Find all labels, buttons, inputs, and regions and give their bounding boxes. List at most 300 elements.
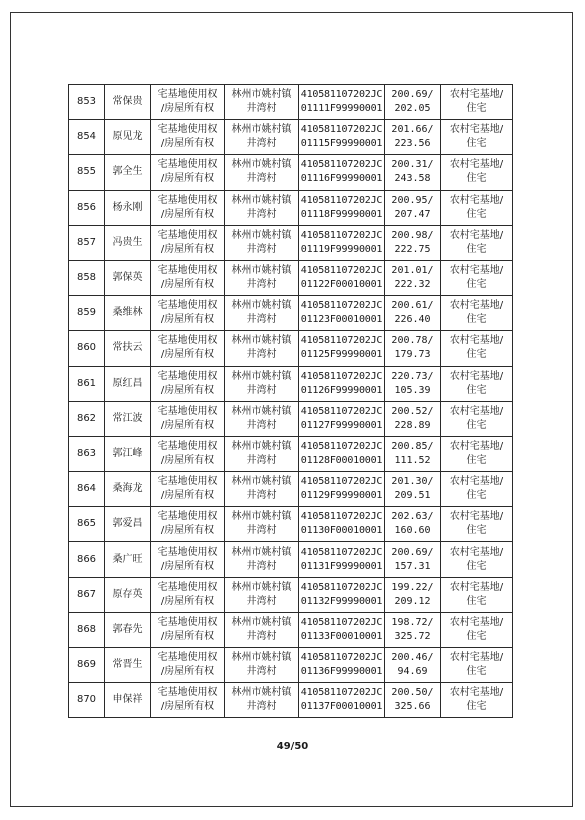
cell-name-text: 常江波	[112, 412, 143, 424]
cell-location-text: 井湾村	[246, 103, 277, 115]
cell-number	[69, 472, 105, 507]
cell-code-text: 410581107202JC	[300, 300, 383, 312]
table-row	[69, 507, 513, 542]
cell-land-use	[441, 507, 513, 542]
cell-right-type-text: /房屋所有权	[160, 630, 215, 642]
cell-right-type-text: /房屋所有权	[160, 595, 215, 607]
cell-name	[105, 472, 151, 507]
cell-location-text: 林州市姚村镇	[231, 616, 292, 628]
cell-number-text: 859	[76, 307, 97, 319]
cell-code	[299, 120, 385, 155]
cell-location-text: 井湾村	[246, 314, 277, 326]
cell-right-type-text: 宅基地使用权	[157, 405, 218, 417]
cell-area	[385, 155, 441, 190]
cell-right-type-text: /房屋所有权	[160, 103, 215, 115]
cell-land-use	[441, 85, 513, 120]
cell-right-type	[151, 436, 225, 471]
cell-land-use-text: 农村宅基地/	[449, 616, 504, 628]
cell-code-text: 410581107202JC	[300, 265, 383, 277]
cell-name-text: 桑海龙	[112, 483, 143, 495]
cell-land-use-text: 农村宅基地/	[449, 546, 504, 558]
cell-right-type-text: /房屋所有权	[160, 525, 215, 537]
cell-code-text: 410581107202JC	[300, 335, 383, 347]
cell-location-text: 井湾村	[246, 419, 277, 431]
cell-location-text: 林州市姚村镇	[231, 546, 292, 558]
cell-right-type-text: /房屋所有权	[160, 173, 215, 185]
cell-area	[385, 225, 441, 260]
cell-number-text: 866	[76, 553, 97, 565]
cell-area-text: 200.78/	[391, 335, 434, 347]
cell-location-text: 林州市姚村镇	[231, 89, 292, 101]
cell-area-text: 199.22/	[391, 581, 434, 593]
cell-name	[105, 436, 151, 471]
cell-area-text: 201.66/	[391, 124, 434, 136]
table-body	[69, 85, 513, 718]
cell-code-text: 01111F99990001	[300, 103, 383, 115]
cell-code	[299, 436, 385, 471]
cell-area-text: 325.66	[394, 701, 431, 713]
cell-name	[105, 507, 151, 542]
cell-right-type-text: /房屋所有权	[160, 666, 215, 678]
cell-right-type	[151, 296, 225, 331]
cell-location	[225, 683, 299, 718]
cell-land-use-text: 住宅	[466, 349, 487, 361]
cell-land-use-text: 住宅	[466, 454, 487, 466]
cell-name-text: 郭爱昌	[112, 518, 143, 530]
cell-land-use-text: 农村宅基地/	[449, 124, 504, 136]
cell-location-text: 井湾村	[246, 243, 277, 255]
cell-location	[225, 225, 299, 260]
cell-land-use-text: 住宅	[466, 595, 487, 607]
cell-land-use-text: 住宅	[466, 208, 487, 220]
cell-number	[69, 648, 105, 683]
cell-area	[385, 542, 441, 577]
table-row	[69, 225, 513, 260]
cell-code-text: 410581107202JC	[300, 616, 383, 628]
cell-land-use-text: 农村宅基地/	[449, 652, 504, 664]
cell-area	[385, 366, 441, 401]
cell-land-use-text: 农村宅基地/	[449, 265, 504, 277]
cell-land-use-text: 农村宅基地/	[449, 194, 504, 206]
cell-code	[299, 577, 385, 612]
cell-land-use	[441, 296, 513, 331]
cell-land-use	[441, 155, 513, 190]
cell-number	[69, 85, 105, 120]
cell-name-text: 桑维林	[112, 307, 143, 319]
cell-number-text: 865	[76, 518, 97, 530]
cell-area-text: 200.69/	[391, 89, 434, 101]
cell-right-type-text: /房屋所有权	[160, 490, 215, 502]
cell-location-text: 林州市姚村镇	[231, 687, 292, 699]
cell-area	[385, 507, 441, 542]
cell-area-text: 160.60	[394, 525, 431, 537]
cell-location-text: 井湾村	[246, 349, 277, 361]
cell-right-type-text: 宅基地使用权	[157, 194, 218, 206]
cell-right-type-text: 宅基地使用权	[157, 440, 218, 452]
cell-right-type-text: 宅基地使用权	[157, 159, 218, 171]
cell-code-text: 410581107202JC	[300, 440, 383, 452]
property-records-table	[68, 84, 513, 718]
cell-location-text: 林州市姚村镇	[231, 652, 292, 664]
cell-code	[299, 190, 385, 225]
cell-right-type	[151, 542, 225, 577]
cell-number	[69, 225, 105, 260]
cell-land-use-text: 住宅	[466, 490, 487, 502]
cell-area-text: 200.95/	[391, 194, 434, 206]
cell-land-use-text: 农村宅基地/	[449, 476, 504, 488]
table-row	[69, 401, 513, 436]
table-row	[69, 155, 513, 190]
cell-right-type-text: /房屋所有权	[160, 419, 215, 431]
cell-land-use	[441, 577, 513, 612]
cell-area-text: 222.32	[394, 279, 431, 291]
cell-name-text: 常晋生	[112, 659, 143, 671]
cell-area-text: 200.50/	[391, 687, 434, 699]
cell-area	[385, 648, 441, 683]
cell-location-text: 井湾村	[246, 525, 277, 537]
cell-location	[225, 366, 299, 401]
cell-location	[225, 120, 299, 155]
cell-location	[225, 260, 299, 295]
cell-area	[385, 577, 441, 612]
cell-right-type	[151, 155, 225, 190]
cell-area-text: 209.51	[394, 490, 431, 502]
cell-right-type-text: 宅基地使用权	[157, 89, 218, 101]
cell-number-text: 853	[76, 96, 97, 108]
cell-code-text: 01123F00010001	[300, 314, 383, 326]
cell-number	[69, 401, 105, 436]
cell-land-use-text: 农村宅基地/	[449, 405, 504, 417]
cell-land-use-text: 住宅	[466, 279, 487, 291]
cell-location-text: 林州市姚村镇	[231, 265, 292, 277]
cell-area-text: 200.61/	[391, 300, 434, 312]
cell-area	[385, 472, 441, 507]
cell-land-use-text: 住宅	[466, 666, 487, 678]
cell-area-text: 228.89	[394, 419, 431, 431]
cell-area-text: 157.31	[394, 560, 431, 572]
cell-area-text: 202.05	[394, 103, 431, 115]
cell-number	[69, 260, 105, 295]
total-pages: 50	[294, 741, 309, 752]
cell-area-text: 111.52	[394, 454, 431, 466]
cell-number	[69, 683, 105, 718]
cell-location-text: 井湾村	[246, 701, 277, 713]
cell-name	[105, 612, 151, 647]
cell-land-use-text: 住宅	[466, 419, 487, 431]
cell-location-text: 林州市姚村镇	[231, 335, 292, 347]
cell-code-text: 01128F00010001	[300, 454, 383, 466]
cell-name	[105, 331, 151, 366]
cell-name-text: 郭保英	[112, 272, 143, 284]
cell-area-text: 200.85/	[391, 440, 434, 452]
cell-number	[69, 436, 105, 471]
cell-name-text: 杨永刚	[112, 201, 143, 213]
cell-name	[105, 366, 151, 401]
cell-location-text: 林州市姚村镇	[231, 476, 292, 488]
table-row	[69, 296, 513, 331]
cell-area-text: 325.72	[394, 630, 431, 642]
cell-code-text: 410581107202JC	[300, 511, 383, 523]
cell-land-use-text: 住宅	[466, 701, 487, 713]
cell-number	[69, 190, 105, 225]
cell-right-type-text: /房屋所有权	[160, 208, 215, 220]
cell-number-text: 856	[76, 201, 97, 213]
cell-land-use-text: 农村宅基地/	[449, 511, 504, 523]
cell-code	[299, 542, 385, 577]
cell-code-text: 01125F99990001	[300, 349, 383, 361]
cell-area-text: 200.31/	[391, 159, 434, 171]
cell-right-type	[151, 472, 225, 507]
cell-location	[225, 85, 299, 120]
cell-right-type-text: /房屋所有权	[160, 314, 215, 326]
cell-right-type-text: 宅基地使用权	[157, 265, 218, 277]
cell-area	[385, 331, 441, 366]
cell-land-use	[441, 472, 513, 507]
cell-code-text: 410581107202JC	[300, 405, 383, 417]
cell-right-type-text: /房屋所有权	[160, 384, 215, 396]
cell-land-use	[441, 683, 513, 718]
cell-name-text: 郭全生	[112, 166, 143, 178]
cell-number-text: 863	[76, 447, 97, 459]
cell-land-use	[441, 542, 513, 577]
cell-area-text: 179.73	[394, 349, 431, 361]
cell-right-type-text: /房屋所有权	[160, 243, 215, 255]
cell-right-type-text: /房屋所有权	[160, 454, 215, 466]
cell-location	[225, 542, 299, 577]
cell-location-text: 井湾村	[246, 454, 277, 466]
cell-area-text: 201.30/	[391, 476, 434, 488]
cell-area-text: 105.39	[394, 384, 431, 396]
cell-right-type	[151, 366, 225, 401]
cell-number	[69, 542, 105, 577]
cell-land-use-text: 农村宅基地/	[449, 229, 504, 241]
cell-area	[385, 296, 441, 331]
cell-area	[385, 85, 441, 120]
cell-area	[385, 120, 441, 155]
cell-location	[225, 190, 299, 225]
cell-land-use-text: 农村宅基地/	[449, 440, 504, 452]
cell-land-use	[441, 401, 513, 436]
cell-right-type-text: 宅基地使用权	[157, 652, 218, 664]
cell-right-type-text: /房屋所有权	[160, 560, 215, 572]
cell-right-type-text: 宅基地使用权	[157, 616, 218, 628]
cell-area	[385, 260, 441, 295]
cell-code-text: 01116F99990001	[300, 173, 383, 185]
cell-area-text: 201.01/	[391, 265, 434, 277]
cell-name	[105, 648, 151, 683]
cell-name	[105, 85, 151, 120]
cell-right-type-text: 宅基地使用权	[157, 229, 218, 241]
cell-right-type	[151, 648, 225, 683]
cell-land-use	[441, 612, 513, 647]
cell-area-text: 94.69	[397, 666, 428, 678]
cell-right-type-text: /房屋所有权	[160, 349, 215, 361]
cell-code	[299, 331, 385, 366]
cell-land-use-text: 农村宅基地/	[449, 159, 504, 171]
cell-code	[299, 366, 385, 401]
table-row	[69, 190, 513, 225]
cell-land-use-text: 住宅	[466, 384, 487, 396]
cell-location-text: 林州市姚村镇	[231, 194, 292, 206]
cell-right-type	[151, 577, 225, 612]
cell-land-use-text: 住宅	[466, 525, 487, 537]
table-row	[69, 331, 513, 366]
cell-code	[299, 648, 385, 683]
cell-land-use-text: 农村宅基地/	[449, 581, 504, 593]
cell-code-text: 410581107202JC	[300, 546, 383, 558]
cell-location-text: 林州市姚村镇	[231, 370, 292, 382]
cell-number-text: 854	[76, 131, 97, 143]
cell-code-text: 410581107202JC	[300, 124, 383, 136]
cell-code-text: 01136F99990001	[300, 666, 383, 678]
cell-area	[385, 683, 441, 718]
cell-code	[299, 612, 385, 647]
cell-code-text: 01127F99990001	[300, 419, 383, 431]
cell-number-text: 864	[76, 483, 97, 495]
cell-area	[385, 190, 441, 225]
cell-location-text: 林州市姚村镇	[231, 229, 292, 241]
cell-name-text: 原存英	[112, 588, 143, 600]
cell-number-text: 868	[76, 623, 97, 635]
cell-name-text: 郭春先	[112, 623, 143, 635]
cell-location-text: 林州市姚村镇	[231, 511, 292, 523]
cell-land-use-text: 住宅	[466, 103, 487, 115]
cell-right-type	[151, 507, 225, 542]
cell-number-text: 858	[76, 272, 97, 284]
cell-land-use	[441, 366, 513, 401]
cell-right-type	[151, 612, 225, 647]
table-row	[69, 542, 513, 577]
cell-location-text: 井湾村	[246, 173, 277, 185]
cell-land-use	[441, 225, 513, 260]
cell-location-text: 林州市姚村镇	[231, 440, 292, 452]
cell-number	[69, 296, 105, 331]
cell-name-text: 常扶云	[112, 342, 143, 354]
cell-code-text: 410581107202JC	[300, 652, 383, 664]
table-row	[69, 648, 513, 683]
cell-name-text: 郭江峰	[112, 447, 143, 459]
cell-location-text: 井湾村	[246, 490, 277, 502]
cell-number	[69, 331, 105, 366]
cell-right-type-text: /房屋所有权	[160, 138, 215, 150]
cell-name	[105, 683, 151, 718]
cell-land-use-text: 住宅	[466, 314, 487, 326]
cell-land-use	[441, 436, 513, 471]
cell-area-text: 243.58	[394, 173, 431, 185]
cell-land-use	[441, 331, 513, 366]
cell-code-text: 01115F99990001	[300, 138, 383, 150]
cell-area-text: 209.12	[394, 595, 431, 607]
cell-number	[69, 366, 105, 401]
cell-number-text: 869	[76, 659, 97, 671]
cell-code-text: 410581107202JC	[300, 159, 383, 171]
cell-name	[105, 190, 151, 225]
cell-area-text: 200.69/	[391, 546, 434, 558]
cell-number	[69, 507, 105, 542]
cell-location-text: 井湾村	[246, 595, 277, 607]
cell-right-type-text: /房屋所有权	[160, 279, 215, 291]
cell-right-type-text: 宅基地使用权	[157, 124, 218, 136]
cell-land-use-text: 住宅	[466, 560, 487, 572]
cell-code	[299, 507, 385, 542]
cell-land-use-text: 住宅	[466, 630, 487, 642]
cell-location	[225, 401, 299, 436]
cell-land-use-text: 住宅	[466, 243, 487, 255]
current-page: 49	[276, 741, 291, 752]
cell-location	[225, 436, 299, 471]
cell-location	[225, 507, 299, 542]
cell-name	[105, 120, 151, 155]
cell-area-text: 207.47	[394, 208, 431, 220]
table-row	[69, 612, 513, 647]
cell-right-type-text: 宅基地使用权	[157, 511, 218, 523]
cell-code	[299, 296, 385, 331]
cell-code-text: 01132F99990001	[300, 595, 383, 607]
cell-location-text: 井湾村	[246, 279, 277, 291]
cell-land-use-text: 住宅	[466, 138, 487, 150]
cell-land-use-text: 农村宅基地/	[449, 370, 504, 382]
cell-name-text: 原红昌	[112, 377, 143, 389]
cell-code	[299, 85, 385, 120]
cell-location-text: 井湾村	[246, 138, 277, 150]
cell-name	[105, 577, 151, 612]
cell-number-text: 870	[76, 694, 97, 706]
cell-code-text: 01126F99990001	[300, 384, 383, 396]
cell-area	[385, 436, 441, 471]
cell-code-text: 01122F00010001	[300, 279, 383, 291]
cell-number-text: 860	[76, 342, 97, 354]
cell-location	[225, 472, 299, 507]
cell-area-text: 226.40	[394, 314, 431, 326]
cell-area-text: 200.46/	[391, 652, 434, 664]
cell-location-text: 林州市姚村镇	[231, 405, 292, 417]
cell-name-text: 桑广旺	[112, 553, 143, 565]
cell-name	[105, 260, 151, 295]
cell-code-text: 410581107202JC	[300, 194, 383, 206]
table-row	[69, 683, 513, 718]
cell-code-text: 01118F99990001	[300, 208, 383, 220]
cell-code-text: 410581107202JC	[300, 229, 383, 241]
cell-right-type-text: 宅基地使用权	[157, 335, 218, 347]
cell-location	[225, 648, 299, 683]
cell-land-use	[441, 260, 513, 295]
cell-right-type	[151, 260, 225, 295]
cell-location	[225, 612, 299, 647]
cell-right-type-text: 宅基地使用权	[157, 687, 218, 699]
cell-code-text: 410581107202JC	[300, 89, 383, 101]
cell-code-text: 01129F99990001	[300, 490, 383, 502]
cell-location-text: 林州市姚村镇	[231, 581, 292, 593]
cell-number-text: 861	[76, 377, 97, 389]
cell-code-text: 01137F00010001	[300, 701, 383, 713]
cell-right-type-text: 宅基地使用权	[157, 370, 218, 382]
table-row	[69, 366, 513, 401]
cell-number-text: 867	[76, 588, 97, 600]
cell-location-text: 井湾村	[246, 560, 277, 572]
cell-area-text: 198.72/	[391, 616, 434, 628]
cell-number	[69, 577, 105, 612]
cell-location-text: 井湾村	[246, 666, 277, 678]
cell-location-text: 井湾村	[246, 630, 277, 642]
cell-location-text: 井湾村	[246, 384, 277, 396]
cell-location	[225, 331, 299, 366]
table-row	[69, 260, 513, 295]
cell-code	[299, 401, 385, 436]
page-separator: /	[290, 741, 295, 752]
table-row	[69, 577, 513, 612]
cell-code	[299, 683, 385, 718]
cell-right-type-text: 宅基地使用权	[157, 476, 218, 488]
